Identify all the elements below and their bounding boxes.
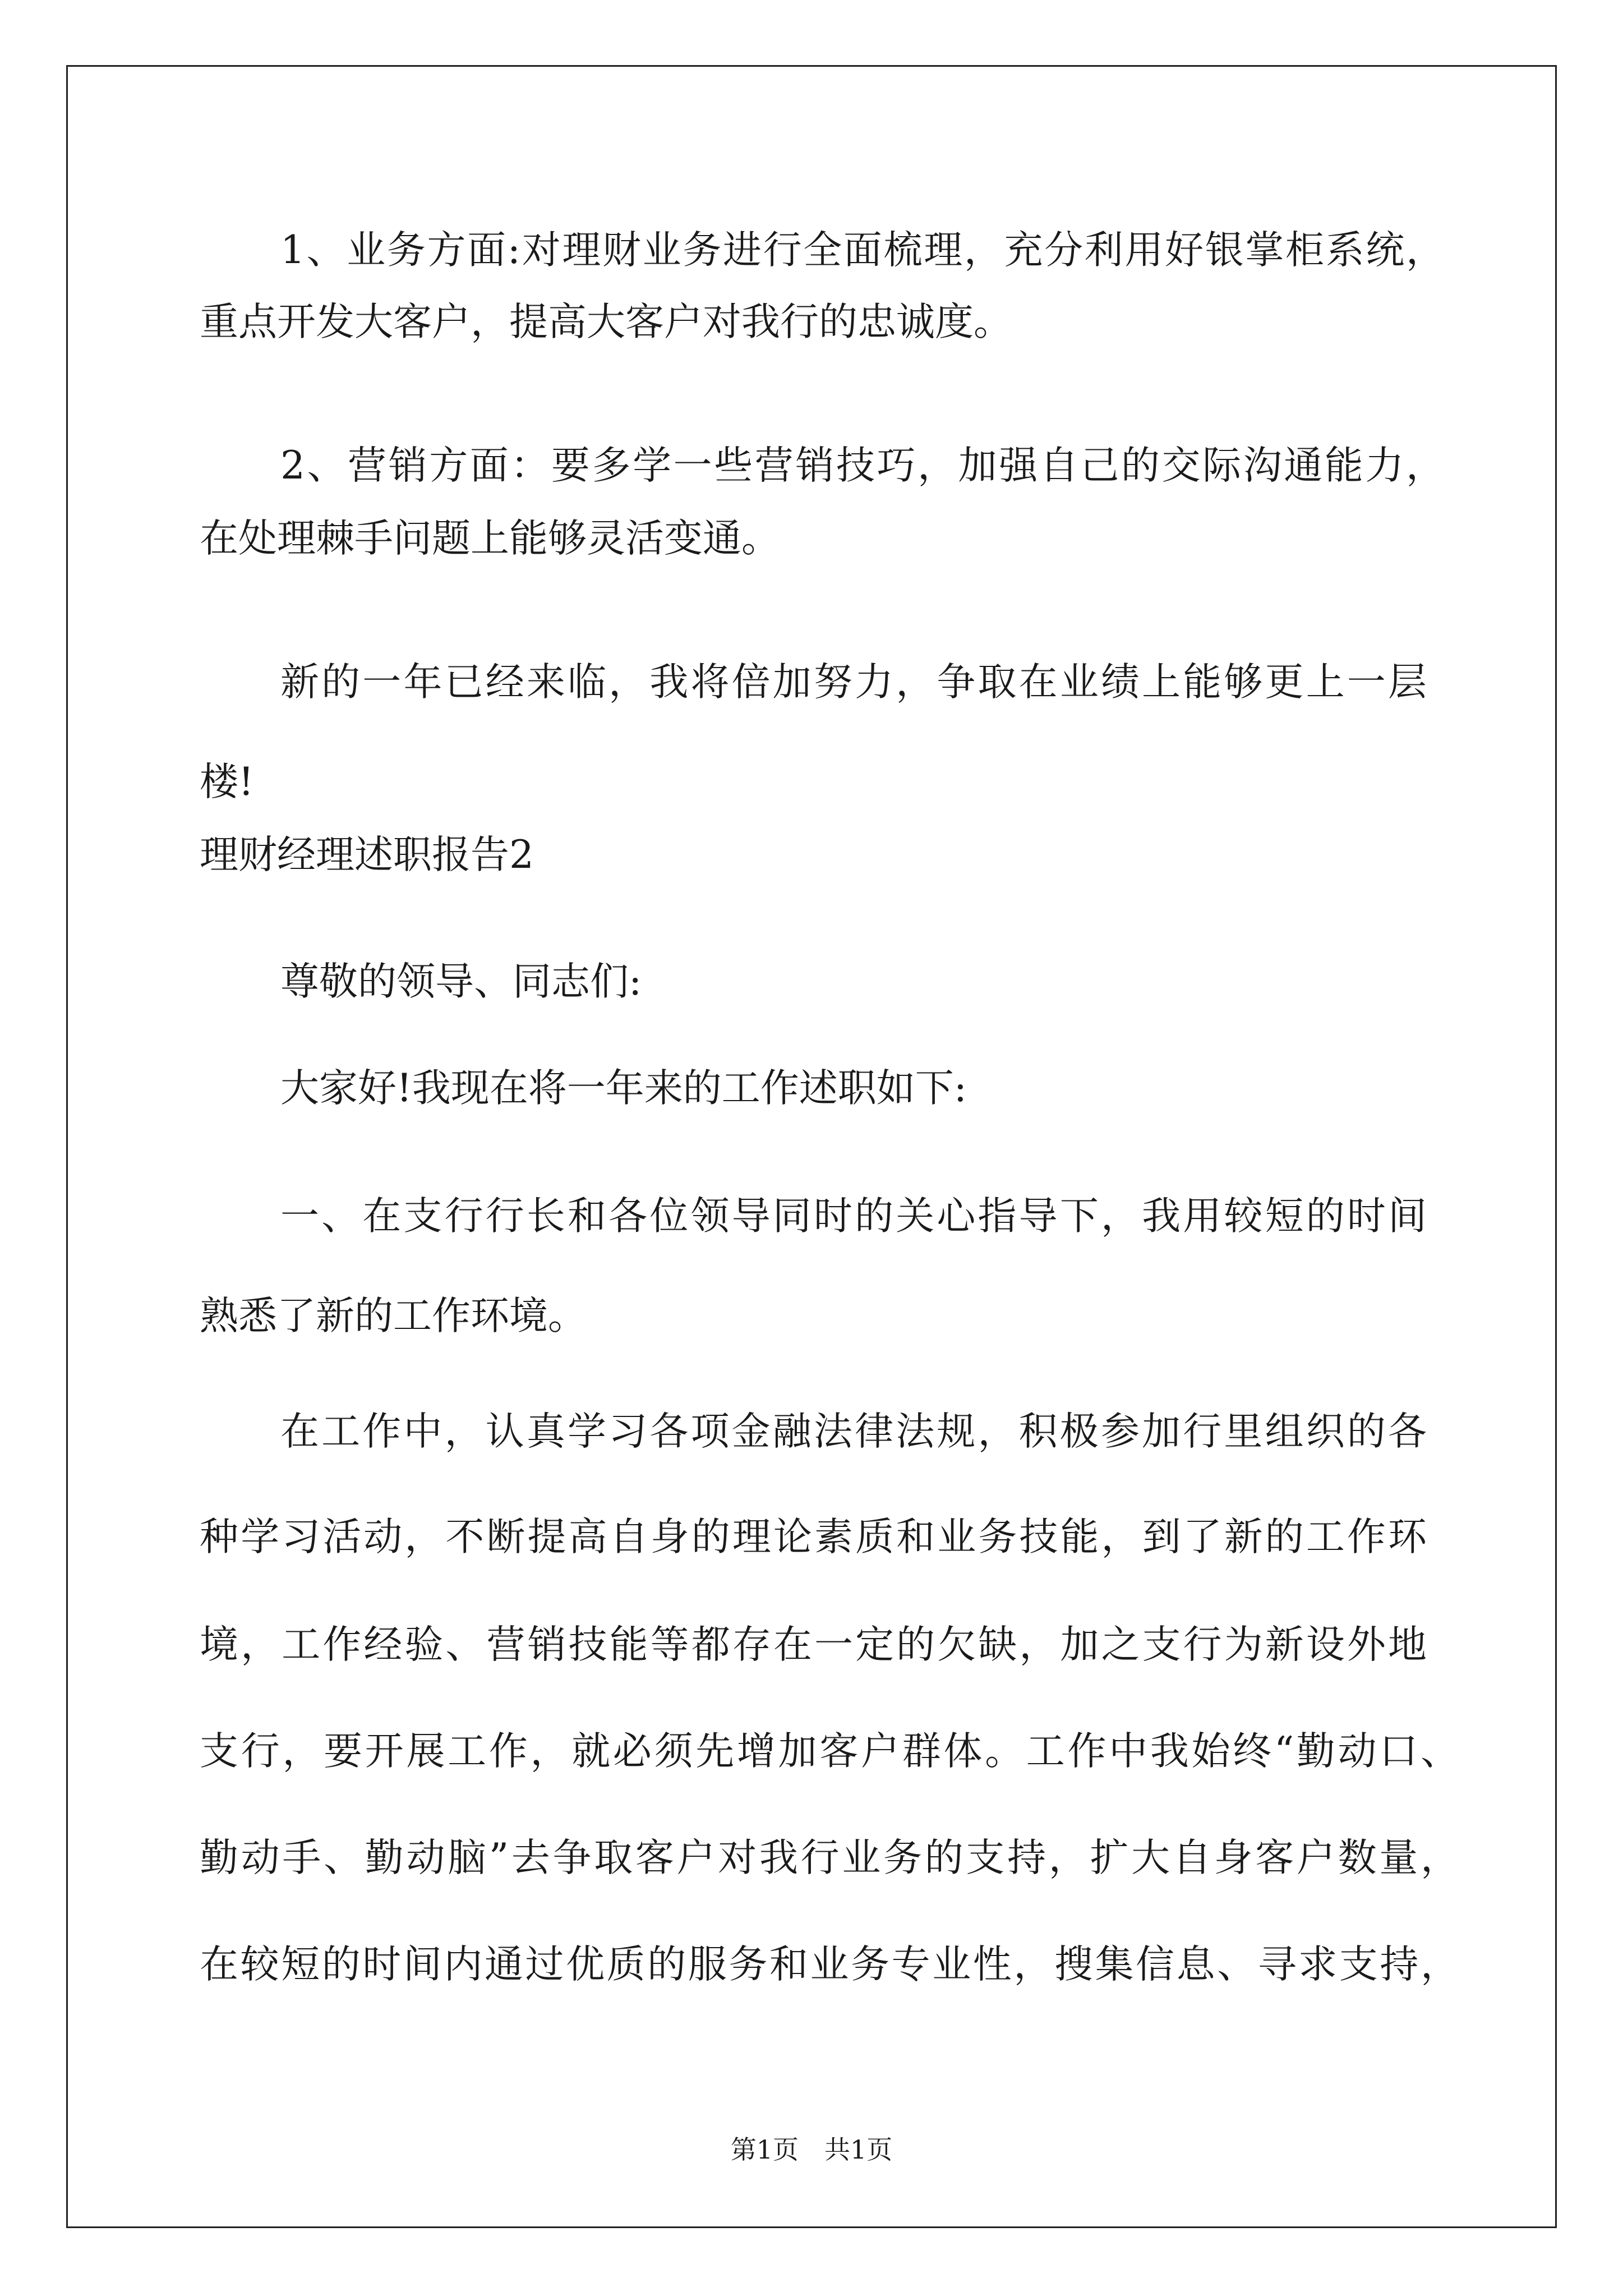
paragraph-4-line-2: 熟悉了新的工作环境。 — [200, 1294, 587, 1338]
paragraph-3-line-2: 楼! — [200, 760, 254, 804]
salutation: 尊敬的领导、同志们: — [280, 959, 642, 1004]
page-total-label: 共1页 — [824, 2134, 893, 2165]
page-number-label: 第1页 — [730, 2134, 799, 2165]
paragraph-5-line-2: 种学习活动，不断提高自身的理论素质和业务技能，到了新的工作环 — [200, 1515, 1427, 1559]
paragraph-5-line-5: 勤动手、勤动脑”去争取客户对我行业务的支持，扩大自身客户数量， — [200, 1835, 1459, 1880]
paragraph-1-line-2: 重点开发大客户，提高大客户对我行的忠诚度。 — [200, 300, 1012, 344]
page-border — [66, 65, 1557, 2228]
paragraph-5-line-6: 在较短的时间内通过优质的服务和业务专业性，搜集信息、寻求支持， — [200, 1942, 1459, 1987]
section-heading: 理财经理述职报告2 — [200, 832, 534, 877]
paragraph-4-line-1: 一、在支行行长和各位领导同时的关心指导下，我用较短的时间 — [280, 1194, 1427, 1239]
paragraph-3-line-1: 新的一年已经来临，我将倍加努力，争取在业绩上能够更上一层 — [280, 660, 1427, 705]
paragraph-5-line-3: 境，工作经验、营销技能等都存在一定的欠缺，加之支行为新设外地 — [200, 1622, 1427, 1667]
paragraph-1-line-1: 1、业务方面:对理财业务进行全面梳理，充分利用好银掌柜系统， — [280, 228, 1445, 273]
page-footer — [0, 2129, 1623, 2166]
greeting-line: 大家好!我现在将一年来的工作述职如下: — [280, 1066, 967, 1111]
paragraph-5-line-4: 支行，要开展工作，就必须先增加客户群体。工作中我始终“勤动口、 — [200, 1729, 1459, 1774]
paragraph-5-line-1: 在工作中，认真学习各项金融法律法规，积极参加行里组织的各 — [280, 1409, 1427, 1454]
paragraph-2-line-2: 在处理棘手问题上能够灵活变通。 — [200, 516, 780, 561]
paragraph-2-line-1: 2、营销方面：要多学一些营销技巧，加强自己的交际沟通能力， — [280, 443, 1445, 488]
